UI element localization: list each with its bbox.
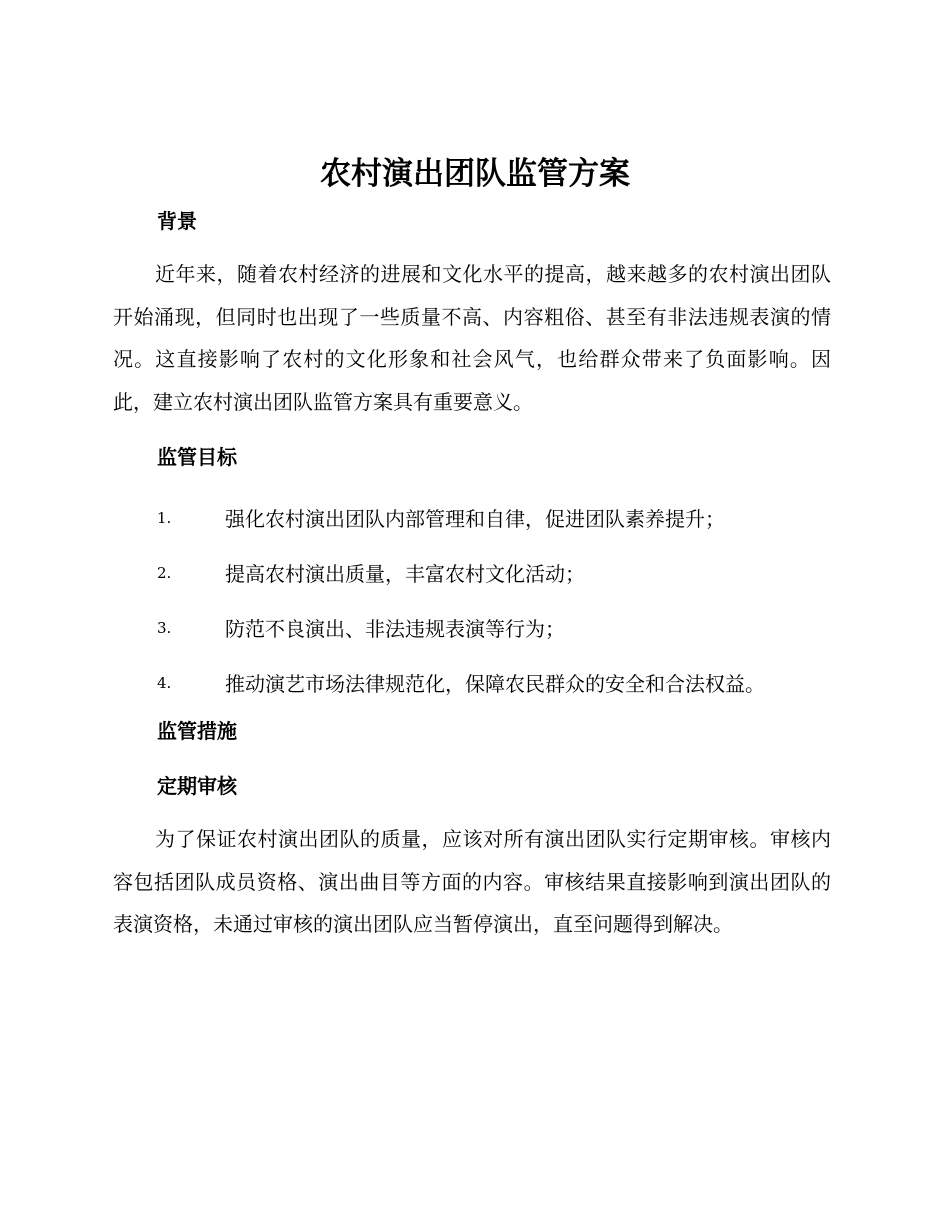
list-item-text: 强化农村演出团队内部管理和自律，促进团队素养提升； bbox=[225, 507, 725, 531]
background-heading: 背景 bbox=[157, 209, 197, 233]
goals-list bbox=[157, 490, 765, 710]
list-item bbox=[157, 655, 765, 710]
document-title: 农村演出团队监管方案 bbox=[320, 156, 630, 192]
periodic-review-paragraph: 为了保证农村演出团队的质量，应该对所有演出团队实行定期审核。审核内容包括团队成员资格、演出曲目等方面的内容。审核结果直接影响到演出团队的表演资格，未通过审核的演出团队应当暂停演出，直至问题得到解决。 bbox=[113, 827, 831, 936]
list-item-number: 3. bbox=[157, 618, 172, 637]
list-item bbox=[157, 545, 765, 600]
goals-heading: 监管目标 bbox=[157, 445, 237, 469]
list-item-text: 提高农村演出质量，丰富农村文化活动； bbox=[225, 562, 585, 586]
list-item bbox=[157, 600, 765, 655]
list-item-number: 1. bbox=[157, 508, 172, 527]
periodic-review-heading: 定期审核 bbox=[157, 774, 237, 798]
list-item-number: 4. bbox=[157, 673, 172, 692]
list-item-text: 推动演艺市场法律规范化，保障农民群众的安全和合法权益。 bbox=[225, 672, 765, 696]
background-paragraph: 近年来，随着农村经济的进展和文化水平的提高，越来越多的农村演出团队开始涌现，但同时也出现了一些质量不高、内容粗俗、甚至有非法违规表演的情况。这直接影响了农村的文化形象和社会风气，也给群众带来了负面影响。因此，建立农村演出团队监管方案具有重要意义。 bbox=[113, 262, 831, 414]
measures-heading: 监管措施 bbox=[157, 719, 237, 743]
list-item bbox=[157, 490, 765, 545]
list-item-number: 2. bbox=[157, 563, 172, 582]
list-item-text: 防范不良演出、非法违规表演等行为； bbox=[225, 617, 565, 641]
